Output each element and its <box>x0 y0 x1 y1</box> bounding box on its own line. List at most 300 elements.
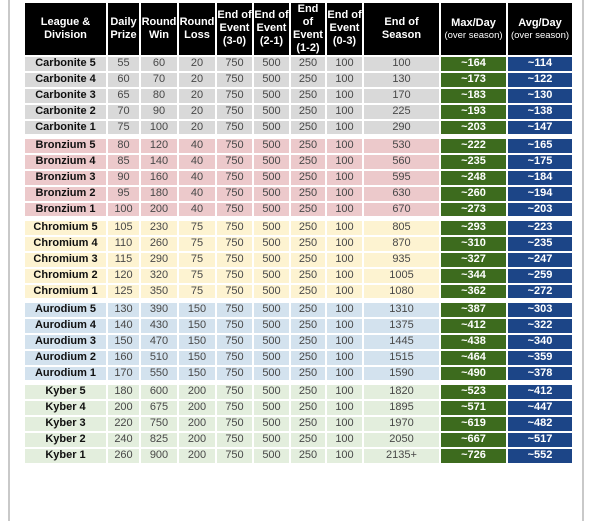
cell-end-of-event-2-1: 500 <box>254 89 291 105</box>
cell-round-loss: 75 <box>179 269 217 285</box>
cell-end-of-event-0-3: 100 <box>327 155 364 171</box>
cell-round-loss: 40 <box>179 187 217 203</box>
cell-end-of-event-2-1: 500 <box>254 433 291 449</box>
cell-league-division: Carbonite 1 <box>25 121 108 139</box>
cell-end-of-season: 1005 <box>364 269 441 285</box>
cell-end-of-event-0-3: 100 <box>327 367 364 385</box>
cell-end-of-event-0-3: 100 <box>327 203 364 221</box>
cell-end-of-event-1-2: 250 <box>291 57 327 73</box>
cell-end-of-event-1-2: 250 <box>291 203 327 221</box>
cell-end-of-event-1-2: 250 <box>291 417 327 433</box>
cell-end-of-event-2-1: 500 <box>254 351 291 367</box>
cell-end-of-event-2-1: 500 <box>254 203 291 221</box>
cell-end-of-event-2-1: 500 <box>254 285 291 303</box>
cell-round-loss: 75 <box>179 221 217 237</box>
cell-max-day: ~667 <box>441 433 508 449</box>
cell-end-of-event-3-0: 750 <box>217 237 254 253</box>
cell-round-loss: 75 <box>179 253 217 269</box>
cell-end-of-season: 2135+ <box>364 449 441 465</box>
cell-end-of-event-0-3: 100 <box>327 237 364 253</box>
column-header-text: Event <box>219 22 250 35</box>
column-header-text: End of <box>327 9 362 22</box>
cell-avg-day: ~482 <box>508 417 574 433</box>
cell-daily-prize: 140 <box>108 319 141 335</box>
cell-max-day: ~222 <box>441 139 508 155</box>
cell-league-division: Aurodium 5 <box>25 303 108 319</box>
table-row-carbonite-1 <box>25 121 574 139</box>
cell-end-of-event-2-1: 500 <box>254 335 291 351</box>
cell-max-day: ~490 <box>441 367 508 385</box>
cell-end-of-event-0-3: 100 <box>327 335 364 351</box>
cell-league-division: Chromium 5 <box>25 221 108 237</box>
column-header-text: Round <box>179 15 215 28</box>
cell-end-of-event-1-2: 250 <box>291 351 327 367</box>
cell-end-of-season: 290 <box>364 121 441 139</box>
column-header-text: Loss <box>184 28 210 41</box>
cell-end-of-season: 1820 <box>364 385 441 401</box>
cell-daily-prize: 125 <box>108 285 141 303</box>
column-header-text: Max/Day <box>451 16 496 29</box>
cell-league-division: Kyber 2 <box>25 433 108 449</box>
cell-round-win: 675 <box>141 401 179 417</box>
cell-daily-prize: 75 <box>108 121 141 139</box>
cell-max-day: ~464 <box>441 351 508 367</box>
cell-end-of-season: 170 <box>364 89 441 105</box>
right-page-edge-line <box>582 0 584 521</box>
cell-daily-prize: 65 <box>108 89 141 105</box>
cell-avg-day: ~447 <box>508 401 574 417</box>
cell-avg-day: ~303 <box>508 303 574 319</box>
cell-end-of-event-2-1: 500 <box>254 303 291 319</box>
column-header-text: End of <box>297 3 319 28</box>
cell-end-of-season: 1515 <box>364 351 441 367</box>
cell-max-day: ~183 <box>441 89 508 105</box>
table-header <box>25 3 574 57</box>
column-header-text: (0-3) <box>332 35 357 48</box>
column-header-subtext: (over season) <box>444 29 503 41</box>
cell-end-of-event-3-0: 750 <box>217 367 254 385</box>
cell-max-day: ~193 <box>441 105 508 121</box>
column-header-text: (1-2) <box>296 41 320 54</box>
cell-round-win: 160 <box>141 171 179 187</box>
cell-end-of-event-2-1: 500 <box>254 171 291 187</box>
cell-avg-day: ~147 <box>508 121 574 139</box>
cell-daily-prize: 160 <box>108 351 141 367</box>
cell-end-of-event-1-2: 250 <box>291 303 327 319</box>
cell-avg-day: ~359 <box>508 351 574 367</box>
cell-round-win: 430 <box>141 319 179 335</box>
cell-end-of-event-3-0: 750 <box>217 57 254 73</box>
column-header-text: End of <box>254 9 289 22</box>
cell-round-win: 290 <box>141 253 179 269</box>
cell-end-of-event-3-0: 750 <box>217 319 254 335</box>
cell-end-of-event-0-3: 100 <box>327 433 364 449</box>
header-row <box>25 3 574 57</box>
cell-round-loss: 150 <box>179 335 217 351</box>
cell-end-of-event-1-2: 250 <box>291 139 327 155</box>
cell-end-of-event-3-0: 750 <box>217 155 254 171</box>
cell-round-win: 100 <box>141 121 179 139</box>
cell-end-of-season: 1310 <box>364 303 441 319</box>
cell-league-division: Aurodium 2 <box>25 351 108 367</box>
cell-end-of-event-2-1: 500 <box>254 105 291 121</box>
cell-end-of-event-3-0: 750 <box>217 351 254 367</box>
cell-end-of-season: 595 <box>364 171 441 187</box>
cell-end-of-event-1-2: 250 <box>291 285 327 303</box>
cell-end-of-event-0-3: 100 <box>327 449 364 465</box>
cell-league-division: Aurodium 4 <box>25 319 108 335</box>
cell-end-of-event-0-3: 100 <box>327 221 364 237</box>
cell-round-loss: 200 <box>179 449 217 465</box>
column-header-text: (3-0) <box>222 35 247 48</box>
cell-end-of-event-0-3: 100 <box>327 253 364 269</box>
column-header-text: League & <box>40 15 91 28</box>
cell-end-of-season: 1375 <box>364 319 441 335</box>
cell-max-day: ~362 <box>441 285 508 303</box>
cell-end-of-season: 630 <box>364 187 441 203</box>
table-row-bronzium-2 <box>25 187 574 203</box>
table-row-kyber-2 <box>25 433 574 449</box>
cell-end-of-season: 805 <box>364 221 441 237</box>
cell-avg-day: ~223 <box>508 221 574 237</box>
cell-round-win: 390 <box>141 303 179 319</box>
cell-end-of-event-2-1: 500 <box>254 187 291 203</box>
table-row-aurodium-1 <box>25 367 574 385</box>
cell-end-of-event-0-3: 100 <box>327 105 364 121</box>
column-header-text: Win <box>148 28 170 41</box>
cell-round-win: 90 <box>141 105 179 121</box>
league-rewards-table <box>25 3 574 465</box>
cell-end-of-event-0-3: 100 <box>327 385 364 401</box>
cell-league-division: Chromium 1 <box>25 285 108 303</box>
cell-league-division: Kyber 1 <box>25 449 108 465</box>
cell-end-of-season: 130 <box>364 73 441 89</box>
cell-daily-prize: 90 <box>108 171 141 187</box>
cell-max-day: ~344 <box>441 269 508 285</box>
column-header-text: Season <box>381 28 422 41</box>
cell-round-win: 550 <box>141 367 179 385</box>
cell-daily-prize: 240 <box>108 433 141 449</box>
table-row-carbonite-5 <box>25 57 574 73</box>
cell-end-of-season: 1970 <box>364 417 441 433</box>
cell-end-of-event-2-1: 500 <box>254 319 291 335</box>
cell-end-of-event-0-3: 100 <box>327 121 364 139</box>
cell-daily-prize: 55 <box>108 57 141 73</box>
cell-end-of-event-0-3: 100 <box>327 187 364 203</box>
cell-league-division: Chromium 2 <box>25 269 108 285</box>
cell-end-of-event-0-3: 100 <box>327 139 364 155</box>
table-row-chromium-5 <box>25 221 574 237</box>
cell-league-division: Chromium 4 <box>25 237 108 253</box>
cell-end-of-event-0-3: 100 <box>327 285 364 303</box>
cell-max-day: ~260 <box>441 187 508 203</box>
cell-round-loss: 75 <box>179 285 217 303</box>
cell-avg-day: ~340 <box>508 335 574 351</box>
cell-max-day: ~412 <box>441 319 508 335</box>
cell-daily-prize: 95 <box>108 187 141 203</box>
cell-end-of-event-3-0: 750 <box>217 335 254 351</box>
cell-end-of-event-0-3: 100 <box>327 57 364 73</box>
cell-end-of-event-3-0: 750 <box>217 187 254 203</box>
cell-league-division: Carbonite 4 <box>25 73 108 89</box>
table-row-aurodium-2 <box>25 351 574 367</box>
cell-daily-prize: 115 <box>108 253 141 269</box>
cell-round-win: 230 <box>141 221 179 237</box>
cell-league-division: Aurodium 1 <box>25 367 108 385</box>
table-row-aurodium-3 <box>25 335 574 351</box>
cell-avg-day: ~517 <box>508 433 574 449</box>
cell-end-of-event-1-2: 250 <box>291 319 327 335</box>
table-row-kyber-4 <box>25 401 574 417</box>
cell-league-division: Bronzium 4 <box>25 155 108 171</box>
cell-avg-day: ~235 <box>508 237 574 253</box>
cell-end-of-event-3-0: 750 <box>217 433 254 449</box>
cell-round-loss: 200 <box>179 401 217 417</box>
cell-daily-prize: 150 <box>108 335 141 351</box>
cell-league-division: Kyber 4 <box>25 401 108 417</box>
cell-daily-prize: 80 <box>108 139 141 155</box>
column-header-round-win <box>141 3 179 57</box>
column-header-text: (2-1) <box>259 35 284 48</box>
table-row-bronzium-1 <box>25 203 574 221</box>
column-header-text: Avg/Day <box>518 16 562 29</box>
column-header-text: Event <box>256 22 287 35</box>
cell-end-of-season: 225 <box>364 105 441 121</box>
table-row-kyber-5 <box>25 385 574 401</box>
table-row-aurodium-4 <box>25 319 574 335</box>
cell-avg-day: ~114 <box>508 57 574 73</box>
cell-round-loss: 200 <box>179 417 217 433</box>
cell-end-of-event-3-0: 750 <box>217 449 254 465</box>
cell-round-win: 470 <box>141 335 179 351</box>
column-header-text: Event <box>293 28 323 41</box>
cell-max-day: ~248 <box>441 171 508 187</box>
cell-end-of-event-2-1: 500 <box>254 449 291 465</box>
column-header-avg-day-over-season <box>508 3 574 57</box>
cell-round-loss: 150 <box>179 303 217 319</box>
cell-end-of-event-2-1: 500 <box>254 221 291 237</box>
cell-end-of-season: 870 <box>364 237 441 253</box>
cell-avg-day: ~412 <box>508 385 574 401</box>
cell-end-of-event-2-1: 500 <box>254 253 291 269</box>
cell-max-day: ~203 <box>441 121 508 139</box>
column-header-text: Division <box>44 28 87 41</box>
cell-end-of-event-2-1: 500 <box>254 385 291 401</box>
cell-end-of-event-1-2: 250 <box>291 237 327 253</box>
cell-round-loss: 75 <box>179 237 217 253</box>
cell-daily-prize: 105 <box>108 221 141 237</box>
table-row-kyber-3 <box>25 417 574 433</box>
cell-end-of-event-1-2: 250 <box>291 105 327 121</box>
cell-end-of-event-2-1: 500 <box>254 73 291 89</box>
cell-end-of-event-3-0: 750 <box>217 253 254 269</box>
table-row-carbonite-2 <box>25 105 574 121</box>
cell-end-of-season: 100 <box>364 57 441 73</box>
cell-max-day: ~273 <box>441 203 508 221</box>
cell-round-win: 140 <box>141 155 179 171</box>
cell-end-of-event-0-3: 100 <box>327 269 364 285</box>
cell-round-loss: 20 <box>179 89 217 105</box>
cell-end-of-event-1-2: 250 <box>291 385 327 401</box>
cell-round-win: 60 <box>141 57 179 73</box>
cell-avg-day: ~165 <box>508 139 574 155</box>
cell-daily-prize: 170 <box>108 367 141 385</box>
cell-avg-day: ~130 <box>508 89 574 105</box>
column-header-subtext: (over season) <box>510 29 570 41</box>
cell-round-win: 510 <box>141 351 179 367</box>
cell-end-of-event-2-1: 500 <box>254 139 291 155</box>
cell-end-of-event-1-2: 250 <box>291 367 327 385</box>
cell-avg-day: ~272 <box>508 285 574 303</box>
cell-end-of-season: 1445 <box>364 335 441 351</box>
cell-max-day: ~571 <box>441 401 508 417</box>
cell-avg-day: ~203 <box>508 203 574 221</box>
cell-round-win: 750 <box>141 417 179 433</box>
cell-max-day: ~235 <box>441 155 508 171</box>
cell-end-of-event-1-2: 250 <box>291 269 327 285</box>
cell-end-of-event-2-1: 500 <box>254 269 291 285</box>
cell-end-of-event-3-0: 750 <box>217 89 254 105</box>
cell-end-of-event-3-0: 750 <box>217 121 254 139</box>
cell-league-division: Bronzium 1 <box>25 203 108 221</box>
cell-daily-prize: 100 <box>108 203 141 221</box>
cell-round-win: 70 <box>141 73 179 89</box>
cell-end-of-event-3-0: 750 <box>217 303 254 319</box>
cell-end-of-event-3-0: 750 <box>217 171 254 187</box>
cell-avg-day: ~138 <box>508 105 574 121</box>
column-header-text: End of <box>217 9 252 22</box>
cell-round-loss: 20 <box>179 121 217 139</box>
cell-round-win: 350 <box>141 285 179 303</box>
cell-daily-prize: 130 <box>108 303 141 319</box>
cell-max-day: ~523 <box>441 385 508 401</box>
cell-round-loss: 150 <box>179 351 217 367</box>
cell-end-of-event-1-2: 250 <box>291 73 327 89</box>
cell-max-day: ~164 <box>441 57 508 73</box>
cell-round-loss: 40 <box>179 171 217 187</box>
cell-end-of-event-2-1: 500 <box>254 417 291 433</box>
cell-end-of-event-1-2: 250 <box>291 401 327 417</box>
cell-daily-prize: 120 <box>108 269 141 285</box>
table-row-kyber-1 <box>25 449 574 465</box>
column-header-text: Event <box>329 22 360 35</box>
cell-end-of-event-1-2: 250 <box>291 253 327 269</box>
cell-end-of-event-3-0: 750 <box>217 139 254 155</box>
cell-end-of-event-0-3: 100 <box>327 73 364 89</box>
cell-round-win: 600 <box>141 385 179 401</box>
cell-end-of-event-1-2: 250 <box>291 335 327 351</box>
left-page-edge-line <box>8 0 10 521</box>
cell-end-of-event-0-3: 100 <box>327 89 364 105</box>
cell-end-of-event-3-0: 750 <box>217 269 254 285</box>
table-row-aurodium-5 <box>25 303 574 319</box>
cell-round-win: 825 <box>141 433 179 449</box>
cell-daily-prize: 200 <box>108 401 141 417</box>
cell-round-win: 200 <box>141 203 179 221</box>
cell-daily-prize: 180 <box>108 385 141 401</box>
cell-max-day: ~310 <box>441 237 508 253</box>
column-header-end-of-event-1-2 <box>291 3 327 57</box>
column-header-end-of-event-0-3 <box>327 3 364 57</box>
cell-end-of-event-2-1: 500 <box>254 401 291 417</box>
cell-league-division: Aurodium 3 <box>25 335 108 351</box>
cell-round-loss: 20 <box>179 57 217 73</box>
cell-end-of-event-1-2: 250 <box>291 449 327 465</box>
cell-end-of-event-2-1: 500 <box>254 57 291 73</box>
cell-avg-day: ~552 <box>508 449 574 465</box>
cell-daily-prize: 220 <box>108 417 141 433</box>
cell-end-of-event-3-0: 750 <box>217 105 254 121</box>
cell-league-division: Carbonite 2 <box>25 105 108 121</box>
cell-avg-day: ~259 <box>508 269 574 285</box>
cell-round-loss: 40 <box>179 203 217 221</box>
cell-end-of-season: 560 <box>364 155 441 171</box>
cell-end-of-event-2-1: 500 <box>254 367 291 385</box>
cell-end-of-event-3-0: 750 <box>217 385 254 401</box>
cell-avg-day: ~247 <box>508 253 574 269</box>
column-header-end-of-event-2-1 <box>254 3 291 57</box>
cell-end-of-event-0-3: 100 <box>327 401 364 417</box>
table-row-carbonite-4 <box>25 73 574 89</box>
cell-daily-prize: 60 <box>108 73 141 89</box>
column-header-text: Round <box>141 15 177 28</box>
table-row-bronzium-5 <box>25 139 574 155</box>
cell-avg-day: ~194 <box>508 187 574 203</box>
cell-end-of-event-2-1: 500 <box>254 121 291 139</box>
cell-max-day: ~387 <box>441 303 508 319</box>
cell-end-of-event-3-0: 750 <box>217 73 254 89</box>
table-row-bronzium-4 <box>25 155 574 171</box>
column-header-league-division <box>25 3 108 57</box>
cell-end-of-season: 1590 <box>364 367 441 385</box>
cell-end-of-event-1-2: 250 <box>291 433 327 449</box>
cell-end-of-event-2-1: 500 <box>254 237 291 253</box>
cell-daily-prize: 70 <box>108 105 141 121</box>
cell-round-win: 320 <box>141 269 179 285</box>
cell-avg-day: ~378 <box>508 367 574 385</box>
column-header-text: End of <box>384 15 419 28</box>
table-row-carbonite-3 <box>25 89 574 105</box>
cell-round-loss: 40 <box>179 139 217 155</box>
cell-end-of-event-3-0: 750 <box>217 221 254 237</box>
cell-end-of-event-0-3: 100 <box>327 319 364 335</box>
table-row-chromium-3 <box>25 253 574 269</box>
cell-round-loss: 40 <box>179 155 217 171</box>
cell-league-division: Carbonite 3 <box>25 89 108 105</box>
cell-end-of-event-1-2: 250 <box>291 187 327 203</box>
cell-avg-day: ~175 <box>508 155 574 171</box>
column-header-max-day-over-season <box>441 3 508 57</box>
cell-end-of-event-3-0: 750 <box>217 417 254 433</box>
cell-avg-day: ~184 <box>508 171 574 187</box>
cell-end-of-season: 670 <box>364 203 441 221</box>
cell-max-day: ~619 <box>441 417 508 433</box>
column-header-round-loss <box>179 3 217 57</box>
cell-end-of-event-1-2: 250 <box>291 121 327 139</box>
table-row-bronzium-3 <box>25 171 574 187</box>
table-body <box>25 57 574 465</box>
column-header-text: Daily <box>110 15 137 28</box>
cell-end-of-event-1-2: 250 <box>291 155 327 171</box>
cell-daily-prize: 85 <box>108 155 141 171</box>
cell-daily-prize: 260 <box>108 449 141 465</box>
cell-avg-day: ~322 <box>508 319 574 335</box>
table-row-chromium-1 <box>25 285 574 303</box>
cell-max-day: ~173 <box>441 73 508 89</box>
column-header-daily-prize <box>108 3 141 57</box>
cell-round-loss: 200 <box>179 433 217 449</box>
cell-end-of-event-1-2: 250 <box>291 89 327 105</box>
